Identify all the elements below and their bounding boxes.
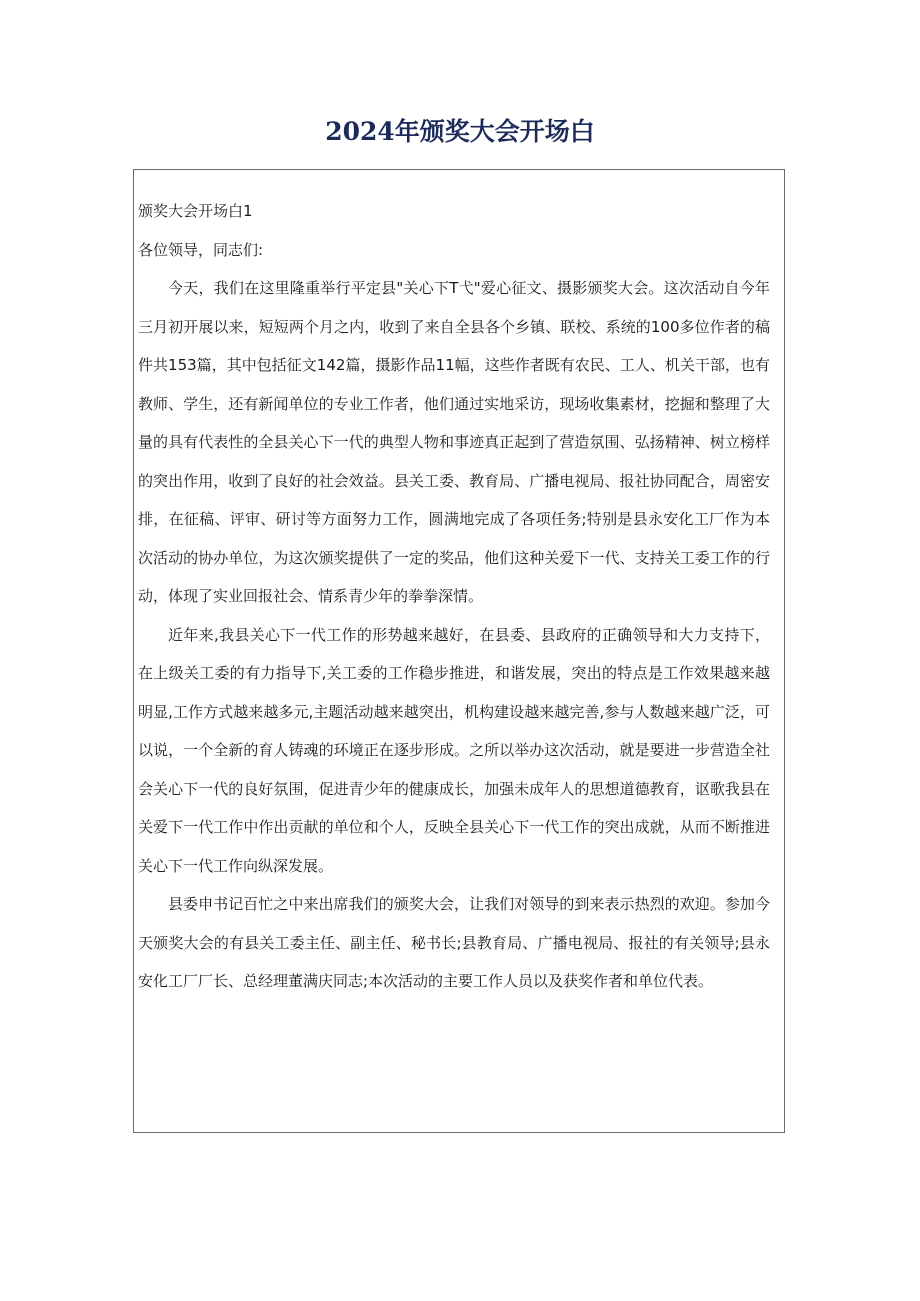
body-paragraph-1: 今天，我们在这里隆重举行平定县"关心下T弋"爱心征文、摄影颁奖大会。这次活动自今年三月初开展以来，短短两个月之内，收到了来自全县各个乡镇、联校、系统的100多位作者的稿件共153篇，其中包括征文142篇，摄影作品11幅，这些作者既有农民、工人、机关干部，也有教师、学生，还有新闻单位的专业工作者，他们通过实地采访，现场收集素材，挖掘和整理了大量的具有代表性的全县关心下一代的典型人物和事迹真正起到了营造氛围、弘扬精神、树立榜样的突出作用，收到了良好的社会效益。县关工委、教育局、广播电视局、报社协同配合，周密安排，在征稿、评审、研讨等方面努力工作，圆满地完成了各项任务;特别是县永安化工厂作为本次活动的协办单位，为这次颁奖提供了一定的奖品，他们这种关爱下一代、支持关工委工作的行动，体现了实业回报社会、情系青少年的拳拳深情。: [138, 279, 770, 605]
document-title: 2024年颁奖大会开场白: [325, 117, 595, 146]
body-paragraph-2: 近年来,我县关心下一代工作的形势越来越好，在县委、县政府的正确领导和大力支持下，在上级关工委的有力指导下,关工委的工作稳步推进，和谐发展，突出的特点是工作效果越来越明显,工作方式越来越多元,主题活动越来越突出，机构建设越来越完善,参与人数越来越广泛，可以说，一个全新的育人铸魂的环境正在逐步形成。之所以举办这次活动，就是要进一步营造全社会关心下一代的良好氛围，促进青少年的健康成长，加强未成年人的思想道德教育，讴歌我县在关爱下一代工作中作出贡献的单位和个人，反映全县关心下一代工作的突出成就，从而不断推进关心下一代工作向纵深发展。: [138, 625, 770, 875]
body-paragraph-3: 县委申书记百忙之中来出席我们的颁奖大会，让我们对领导的到来表示热烈的欢迎。参加今天颁奖大会的有县关工委主任、副主任、秘书长;县教育局、广播电视局、报社的有关领导;县永安化工厂厂长、总经理董满庆同志;本次活动的主要工作人员以及获奖作者和单位代表。: [138, 895, 770, 990]
document-body-frame: [133, 169, 785, 1133]
salutation: 各位领导，同志们:: [138, 240, 264, 259]
section-heading: 颁奖大会开场白1: [138, 202, 253, 220]
